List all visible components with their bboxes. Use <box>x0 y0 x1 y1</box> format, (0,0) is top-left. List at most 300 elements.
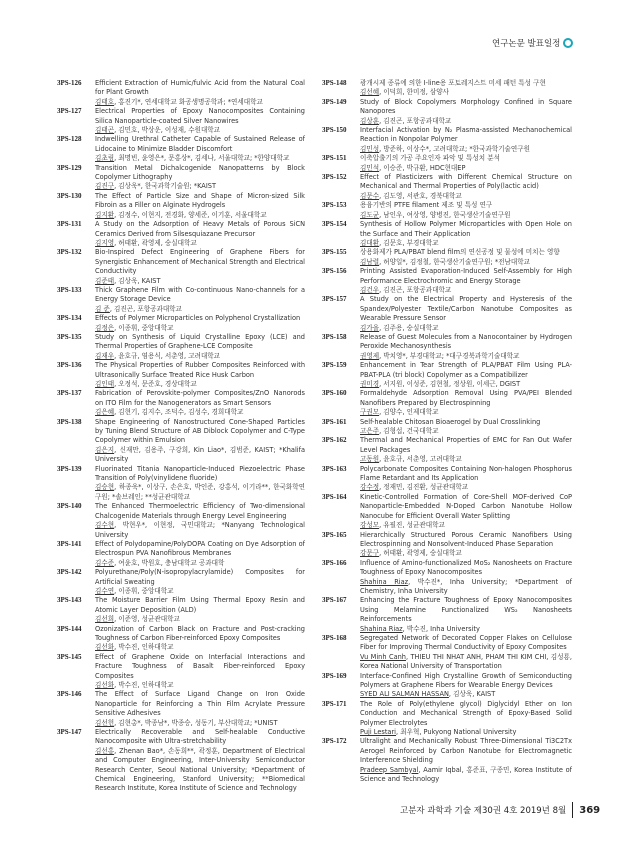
poster-code: 3PS-140 <box>57 502 82 511</box>
presenting-author: 김지환 <box>95 210 115 219</box>
poster-code: 3PS-141 <box>57 539 82 548</box>
author-line <box>360 258 572 267</box>
poster-entry <box>57 107 305 135</box>
poster-entry <box>57 465 305 503</box>
author-line <box>360 690 572 699</box>
author-line <box>360 653 572 672</box>
poster-code: 3PS-151 <box>322 154 347 163</box>
co-authors: , 남인우, 여상영, 양병진, 한국생산기술연구원 <box>379 210 511 219</box>
entry-body <box>95 728 305 794</box>
author-line <box>360 192 572 201</box>
presenting-author: 김승현 <box>95 483 115 492</box>
poster-code: 3PS-157 <box>322 295 347 304</box>
co-authors: , 오정석, 문준호, 경상대학교 <box>114 380 197 388</box>
poster-title: Transition Metal Dichalcogenide Nanopatterns by Block Copolymer Lithography <box>95 163 305 182</box>
author-line <box>360 211 572 220</box>
poster-code: 3PS-128 <box>57 135 82 144</box>
poster-code: 3PS-150 <box>322 126 347 135</box>
journal-info: 고분자 과학과 기술 제30권 4호 2019년 8월 <box>400 806 567 816</box>
entry-body <box>360 295 572 333</box>
presenting-author: 권영제 <box>360 351 380 360</box>
presenting-author: 구권모 <box>360 408 380 417</box>
presenting-author: 김수현 <box>95 521 115 530</box>
entry-body <box>360 79 572 98</box>
page-footer <box>400 802 600 818</box>
author-line <box>360 625 572 634</box>
poster-title: The Moisture Barrier Film Using Thermal Epoxy Resin and Atomic Layer Deposition (ALD) <box>95 596 305 614</box>
poster-title: Effects of Polymer Microparticles on Polyphenol Crystallization <box>95 314 301 323</box>
poster-title: Effect of Polydopamine/PolyDOPA Coating on Dye Adsorption of Electrospun PVA Nanofibrous Membranes <box>95 539 305 558</box>
author-line <box>95 277 305 286</box>
entry-body <box>95 596 305 624</box>
poster-entry <box>57 314 305 333</box>
co-authors: , 김진곤, 포항공과대학교 <box>379 116 452 125</box>
poster-title: Formaldehyde Adsorption Removal Using PVA/PEI Blended Nanofibers Prepared by Electrospinning <box>360 389 572 407</box>
poster-entry <box>322 173 572 201</box>
poster-entry <box>322 295 572 333</box>
poster-title: Efficient Extraction of Humic/fulvic Acid from the Natural Coal for Plant Growth <box>95 79 305 97</box>
co-authors: , 김현총*, 박종남*, 박종승, 성동기, 부산대학교; *UNIST <box>114 718 278 727</box>
poster-title: Effect of Graphene Oxide on Interfacial Interactions and Fracture Toughness of Basalt Fiber-reinforced Epoxy Composites <box>95 652 305 680</box>
entry-body <box>360 248 572 267</box>
author-line <box>360 766 572 785</box>
poster-entry <box>57 596 305 624</box>
entry-body <box>360 418 572 437</box>
author-line <box>95 521 305 540</box>
co-authors: , 유필진, 성균관대학교 <box>379 521 445 530</box>
poster-entry <box>322 559 572 597</box>
poster-entry <box>322 700 572 738</box>
presenting-author: 권미경 <box>360 380 380 388</box>
co-authors: , 여윤호, 박원호, 충남대학교 공과대학 <box>114 558 225 567</box>
presenting-author: 김태호 <box>95 97 115 106</box>
poster-entry <box>322 333 572 361</box>
poster-entry <box>57 286 305 314</box>
poster-title: Kinetic-Controlled Formation of Core-Shell MOF-derived CoP Nanoparticle-Embedded N-Doped Carbon Nanotube Hollow Nanocube for Efficient Overall Water Splitting <box>360 492 572 520</box>
presenting-author: Shahina Riaz <box>360 624 403 633</box>
co-authors: , 박수진, Inha University <box>402 624 480 633</box>
poster-title: Indwelling Urethral Catheter Capable of Sustained Release of Lidocaine to Minimize Bladder Discomfort <box>95 135 305 153</box>
poster-title: Study on Synthesis of Liquid Crystalline Epoxy (LCE) and Thermal Properties of Graphene-LCE Composite <box>95 332 305 351</box>
poster-code: 3PS-143 <box>57 596 82 605</box>
poster-title: Thick Graphene Film with Co-continuous Nano-channels for a Energy Storage Device <box>95 285 305 304</box>
author-line <box>95 352 305 361</box>
presenting-author: 김선혜 <box>360 88 380 97</box>
poster-title: 용융기반의 PTFE filament 제조 및 특성 연구 <box>360 201 493 210</box>
poster-entry <box>322 737 572 784</box>
poster-title: Study of Block Copolymers Morphology Confined in Square Nanopores <box>360 97 572 116</box>
co-authors: , 김현기, 김지수, 조덕수, 김성수, 경희대학교 <box>114 408 244 417</box>
presenting-author: 김상훈 <box>360 116 380 125</box>
poster-entry <box>322 465 572 493</box>
author-line <box>360 549 572 558</box>
page-number: 369 <box>579 804 601 816</box>
poster-code: 3PS-142 <box>57 568 82 577</box>
presenting-author: 김건우 <box>360 285 380 294</box>
author-line <box>360 455 572 464</box>
entry-body <box>360 493 572 531</box>
presenting-author: 김민석 <box>360 163 380 172</box>
right-column <box>322 79 572 784</box>
co-authors: , 윤호규, 염용식, 서춘영, 고려대학교 <box>114 351 221 360</box>
entry-body <box>360 465 572 493</box>
poster-title: Electrical Properties of Epoxy Nanocomposites Containing Silica Nanoparticle-coated Silver Nanowires <box>95 107 305 125</box>
poster-code: 3PS-138 <box>57 417 82 426</box>
poster-title: Shape Engineering of Nanostructured Cone-Shaped Particles by Tuning Blend Structure of AB Diblock Copolymer and C-Type Copolymer within Emulsion <box>95 417 305 445</box>
poster-entry <box>57 625 305 653</box>
poster-code: 3PS-164 <box>322 492 347 501</box>
poster-title: Segregated Network of Decorated Copper Flakes on Cellulose Fiber for Improving Thermal Conductivity of Epoxy Composites <box>360 633 572 652</box>
poster-code: 3PS-131 <box>57 220 82 229</box>
co-authors: , 김정수, 이현지, 전경화, 양세준, 이기훈, 서울대학교 <box>114 210 267 219</box>
entry-body <box>95 389 305 417</box>
author-line <box>360 324 572 333</box>
poster-code: 3PS-168 <box>322 633 347 642</box>
author-line <box>360 728 572 737</box>
presenting-author: 김수준 <box>95 558 115 567</box>
poster-title: Ozonization of Carbon Black on Fracture and Post-cracking Toughness of Carbon Fiber-reinforced Epoxy Composites <box>95 624 305 642</box>
entry-body <box>95 653 305 691</box>
poster-title: Effect of Plasticizers with Different Chemical Structure on Mechanical and Thermal Properties of Poly(lactic acid) <box>360 173 572 191</box>
poster-title: Interfacial Activation by N₂ Plasma-assisted Mechanochemical Reaction in Nonpolar Polymer <box>360 126 572 144</box>
poster-code: 3PS-136 <box>57 361 82 370</box>
poster-title: Ultralight and Mechanically Robust Three-Dimensional Ti3C2Tx Aerogel Reinforced by Carbon Nanotube for Electromagnetic Interference Shielding <box>360 737 572 765</box>
co-authors: , 김형섭, 건국대학교 <box>379 427 439 436</box>
co-authors: , 허태환, 곽영제, 숭실대학교 <box>114 238 197 247</box>
author-line <box>95 719 305 728</box>
poster-code: 3PS-135 <box>57 332 82 341</box>
co-authors: , 김상욱*, 한국과학기술원; *KAIST <box>114 182 216 191</box>
poster-entry <box>57 540 305 568</box>
entry-body <box>360 389 572 417</box>
presenting-author: 김진구 <box>95 182 115 191</box>
co-authors: , 김문호, 부경대학교 <box>379 238 439 247</box>
poster-title: Self-healable Chitosan Bioaerogel by Dual Crosslinking <box>360 417 541 426</box>
poster-title: 광개시제 종류에 의한 I-line용 포토레지스트 미세 패턴 특성 구현 <box>360 79 546 87</box>
co-authors: , 김주용, 숭실대학교 <box>379 323 439 332</box>
co-authors: , 김상욱, KAIST <box>114 276 161 285</box>
poster-entry <box>322 672 572 700</box>
presenting-author: 김수연 <box>95 586 115 595</box>
entry-body <box>360 333 572 361</box>
poster-code: 3PS-156 <box>322 267 347 276</box>
poster-entry <box>322 634 572 672</box>
co-authors: , THIEU THI NHAT ANH, PHAM THI KIM CHI, 김성룡, Korea National University of Transportation <box>360 652 572 671</box>
poster-entry <box>57 248 305 286</box>
poster-entry <box>322 267 572 295</box>
poster-title: Polyurethane/Poly(N-isopropylacrylamide) Composites for Artificial Sweating <box>95 568 305 586</box>
entry-body <box>95 192 305 220</box>
author-line <box>95 643 305 652</box>
author-line <box>95 681 305 690</box>
presenting-author: 강수정 <box>360 483 380 492</box>
left-column <box>57 79 305 794</box>
author-line <box>95 559 305 568</box>
entry-body <box>95 220 305 248</box>
presenting-author: 김선헌 <box>95 718 115 727</box>
poster-title: A Study on the Adsorption of Heavy Metals of Porous SiCN Ceramics Derived from Silsesquiazane Precursor <box>95 220 305 238</box>
poster-entry <box>322 126 572 154</box>
entry-body <box>95 540 305 568</box>
poster-title: Influence of Amino-functionalized MoS₂ Nanosheets on Fracture Toughness of Epoxy Nanocomposites <box>360 558 572 577</box>
entry-body <box>95 314 305 333</box>
poster-code: 3PS-146 <box>57 690 82 699</box>
author-line <box>95 615 305 624</box>
poster-code: 3PS-159 <box>322 361 347 370</box>
presenting-author: SYED ALI SALMAN HASSAN <box>360 690 449 699</box>
poster-code: 3PS-154 <box>322 220 347 229</box>
poster-code: 3PS-139 <box>57 464 82 473</box>
poster-entry <box>322 493 572 531</box>
presenting-author: 김태곤 <box>95 126 115 135</box>
poster-code: 3PS-155 <box>322 248 347 257</box>
co-authors: , 김도영, 서관호, 경북대학교 <box>379 191 462 200</box>
poster-entry <box>57 192 305 220</box>
poster-title: The Effect of Surface Ligand Change on Iron Oxide Nanoparticle for Reinforcing a Thin Film Acrylate Pressure Sensitive Adhesives <box>95 690 305 718</box>
author-line <box>360 521 572 530</box>
presenting-author: 김지영 <box>95 238 115 247</box>
poster-entry <box>322 436 572 464</box>
co-authors: , 방준하, 이상수*, 고려대학교; *한국과학기술연구원 <box>379 144 530 153</box>
entry-body <box>360 98 572 126</box>
author-line <box>95 182 305 191</box>
co-authors: , 서지원, 이성준, 김현철, 정상원, 이세근, DGIST <box>379 380 521 388</box>
poster-title: Release of Guest Molecules from a Nanocontainer by Hydrogen Peroxide Mechanosynthesis <box>360 332 572 351</box>
presenting-author: 김은혜 <box>95 408 115 417</box>
entry-body <box>360 634 572 672</box>
poster-title: 상용화제가 PLA/PBAT blend film의 연신공정 및 물성에 미치는 영향 <box>360 248 560 257</box>
author-line <box>95 211 305 220</box>
co-authors: , 이준영, 성균관대학교 <box>114 615 180 624</box>
entry-body <box>95 164 305 192</box>
poster-title: Fluorinated Titania Nanoparticle-Induced Piezoelectric Phase Transition of Poly(vinylidene fluoride) <box>95 464 305 483</box>
poster-title: Fabrication of Perovskite-polymer Composites/ZnO Nanorods on ITO Film for the Nanogenerators as Smart Sensors <box>95 389 305 407</box>
presenting-author: Puji Lestari <box>360 728 397 737</box>
poster-entry <box>322 248 572 267</box>
entry-body <box>95 248 305 286</box>
poster-entry <box>322 418 572 437</box>
presenting-author: 김 준 <box>95 304 110 313</box>
author-line <box>95 747 305 794</box>
presenting-author: Vu Minh Canh <box>360 652 406 661</box>
poster-entry <box>57 690 305 728</box>
poster-code: 3PS-167 <box>322 596 347 605</box>
poster-entry <box>57 164 305 192</box>
poster-code: 3PS-127 <box>57 107 82 116</box>
poster-title: The Effect of Particle Size and Shape of Micron-sized Silk Fibroin as a Filler on Alginate Hydrogels <box>95 191 305 210</box>
poster-entry <box>322 220 572 248</box>
author-line <box>360 145 572 154</box>
poster-title: 이축압출기의 가공 주요인자 파악 및 특성치 분석 <box>360 154 500 163</box>
co-authors: , 최명빈, 윤영은*, 문홍상*, 김세나, 서울대학교; *한양대학교 <box>114 154 290 163</box>
poster-title: Enhancing the Fracture Toughness of Epoxy Nanocomposites Using Melamine Functionalized WS₂ Nanosheets Reinforcements <box>360 596 572 624</box>
entry-body <box>360 672 572 700</box>
presenting-author: 김재우 <box>95 351 115 360</box>
entry-body <box>360 559 572 597</box>
presenting-author: Shahina Riaz <box>360 577 409 586</box>
co-authors: , 김상욱, KAIST <box>448 690 496 699</box>
poster-entry <box>322 531 572 559</box>
circle-ring-icon <box>563 38 573 48</box>
entry-body <box>95 418 305 465</box>
poster-title: Polycarbonate Composites Containing Non-halogen Phosphorus Flame Retardant and Its Application <box>360 464 572 483</box>
entry-body <box>95 333 305 361</box>
presenting-author: 김도균 <box>360 210 380 219</box>
poster-entry <box>57 653 305 691</box>
poster-code: 3PS-134 <box>57 314 82 323</box>
author-line <box>360 117 572 126</box>
author-line <box>360 408 572 417</box>
poster-title: Synthesis of Hollow Polymer Microparticles with Open Hole on the Surface and Their Application <box>360 220 572 238</box>
poster-code: 3PS-126 <box>57 79 82 87</box>
entry-body <box>95 79 305 107</box>
poster-entry <box>57 361 305 389</box>
author-line <box>95 483 305 502</box>
entry-body <box>360 737 572 784</box>
entry-body <box>360 267 572 295</box>
presenting-author: 강성모 <box>360 521 380 530</box>
co-authors: , 김진곤, 포항공과대학교 <box>109 304 182 313</box>
entry-body <box>360 126 572 154</box>
poster-title: Bio-Inspired Defect Engineering of Graphene Fibers for Synergistic Enhancement of Mechanical Strength and Electrical Conductivity <box>95 248 305 276</box>
author-line <box>95 324 305 333</box>
co-authors: , 정재민, 김진환, 성균관대학교 <box>379 483 469 492</box>
presenting-author: Pradeep Sambyal <box>360 765 419 774</box>
entry-body <box>95 625 305 653</box>
author-line <box>360 286 572 295</box>
co-authors: , 이승준, 박규환, HDC현대EP <box>379 163 466 172</box>
poster-code: 3PS-129 <box>57 163 82 172</box>
poster-title: The Enhanced Thermoelectric Efficiency of Two-dimensional Chalcogenide Materials through Energy Level Engineering <box>95 502 305 520</box>
entry-body <box>360 154 572 173</box>
poster-code: 3PS-133 <box>57 285 82 294</box>
presenting-author: 김준태 <box>95 276 115 285</box>
presenting-author: 고은주 <box>360 427 380 436</box>
poster-code: 3PS-163 <box>322 464 347 473</box>
presenting-author: 김선희 <box>95 615 115 624</box>
poster-entry <box>57 220 305 248</box>
co-authors: , 윤호규, 서춘영, 고려대학교 <box>379 455 462 464</box>
poster-title: Interface-Confined High Crystalline Growth of Semiconducting Polymers at Graphene Fibers for Wearable Energy Devices <box>360 671 572 689</box>
author-line <box>360 578 572 597</box>
co-authors: , 허태환, 곽영제, 숭실대학교 <box>379 549 462 558</box>
presenting-author: 김은지 <box>95 445 115 454</box>
co-authors: , 김진곤, 포항공과대학교 <box>379 285 452 294</box>
poster-title: Electrically Recoverable and Self-healable Conductive Nanocomposite with Ultra-stretchability <box>95 728 305 746</box>
presenting-author: 강문구 <box>360 549 380 558</box>
poster-title: Thermal and Mechanical Properties of EMC for Fan Out Wafer Level Packages <box>360 436 572 454</box>
poster-title: The Physical Properties of Rubber Composites Reinforced with Ultrasonically Surface Treated Rice Husk Carbon <box>95 361 305 379</box>
entry-body <box>95 690 305 728</box>
entry-body <box>95 465 305 503</box>
poster-entry <box>322 79 572 98</box>
author-line <box>95 239 305 248</box>
co-authors: , 이종휘, 중앙대학교 <box>114 586 174 595</box>
entry-body <box>95 135 305 163</box>
author-line <box>95 126 305 135</box>
presenting-author: 김남렬 <box>360 257 380 266</box>
co-authors: , 박수진*, Inha University; *Department of Chemistry, Inha University <box>360 577 572 595</box>
poster-code: 3PS-172 <box>322 737 347 746</box>
poster-title: Hierarchically Structured Porous Ceramic Nanofibers Using Electrospinning and Nonsolvent-Induced Phase Separation <box>360 530 572 548</box>
entry-body <box>360 700 572 738</box>
poster-code: 3PS-149 <box>322 97 347 106</box>
presenting-author: 김대환 <box>360 238 380 247</box>
poster-code: 3PS-158 <box>322 332 347 341</box>
presenting-author: 김가을 <box>360 323 380 332</box>
entry-body <box>95 568 305 596</box>
poster-code: 3PS-132 <box>57 248 82 257</box>
poster-code: 3PS-145 <box>57 652 82 661</box>
presenting-author: 김문수 <box>360 191 380 200</box>
poster-code: 3PS-162 <box>322 436 347 445</box>
presenting-author: 김인태 <box>95 380 115 388</box>
poster-entry <box>57 728 305 794</box>
poster-title: The Role of Poly(ethylene glycol) Diglycidyl Ether on Ion Conduction and Mechanical Strength of Epoxy-Based Solid Polymer Electrolytes <box>360 699 572 727</box>
author-line <box>360 380 572 389</box>
poster-title: A Study on the Electrical Property and Hysteresis of the Spandex/Polyester Textile/Carbon Nanotube Composites as Wearable Pressure Sensor <box>360 295 572 323</box>
poster-entry <box>322 389 572 417</box>
entry-body <box>360 220 572 248</box>
poster-code: 3PS-166 <box>322 558 347 567</box>
co-authors: , 허양일*, 김정철, 한국생산기술연구원; *전남대학교 <box>379 257 530 266</box>
entry-body <box>95 361 305 389</box>
entry-body <box>360 531 572 559</box>
poster-entry <box>57 418 305 465</box>
co-authors: , 박현우*, 이현정, 국민대학교; *Nanyang Technological University <box>95 521 305 539</box>
co-authors: , 박수진, 인하대학교 <box>114 643 174 652</box>
co-authors: , 최우혁, Pukyong National University <box>396 728 517 737</box>
poster-entry <box>57 79 305 107</box>
presenting-author: 김민성 <box>360 144 380 153</box>
entry-body <box>360 361 572 389</box>
divider <box>572 802 573 818</box>
co-authors: , 이덕희, 한미정, 삼양사 <box>379 88 450 97</box>
poster-entry <box>57 502 305 540</box>
presenting-author: 김선화 <box>95 681 115 689</box>
presenting-author: 고동원 <box>360 455 380 464</box>
entry-body <box>360 201 572 220</box>
poster-entry <box>322 361 572 389</box>
poster-entry <box>322 154 572 173</box>
co-authors: , 이종휘, 중앙대학교 <box>114 323 174 332</box>
author-line <box>360 239 572 248</box>
author-line <box>360 164 572 173</box>
presenting-author: 김선홍 <box>95 746 115 755</box>
poster-code: 3PS-153 <box>322 201 347 210</box>
co-authors: , 신재만, 김용주, 구강희, Kin Liao*, 김범준, KAIST; *Khalifa University <box>95 445 305 464</box>
author-line <box>95 380 305 389</box>
author-line <box>95 587 305 596</box>
co-authors: , 김양수, 인제대학교 <box>379 408 439 417</box>
entry-body <box>360 596 572 634</box>
poster-code: 3PS-171 <box>322 699 347 708</box>
co-authors: , Zhenan Bao*, 손동희**, 곽정훈, Department of Electrical and Computer Engineering, Inter-University Semiconductor Research Center, Seoul National University; *Department of Chemical Engineering, Stanford University; **Biomedical Research Institute, Korea Institute of Science and Technology <box>95 746 305 793</box>
poster-entry <box>57 135 305 163</box>
author-line <box>95 154 305 163</box>
poster-entry <box>57 389 305 417</box>
co-authors: , 김민호, 박상운, 이성재, 수원대학교 <box>114 126 221 135</box>
poster-code: 3PS-144 <box>57 624 82 633</box>
author-line <box>360 88 572 97</box>
author-line <box>95 408 305 417</box>
section-title: 연구논문 발표일정 <box>492 39 561 49</box>
author-line <box>360 483 572 492</box>
poster-code: 3PS-152 <box>322 173 347 182</box>
poster-entry <box>322 98 572 126</box>
presenting-author: 김정은 <box>95 323 115 332</box>
section-header <box>492 37 573 49</box>
